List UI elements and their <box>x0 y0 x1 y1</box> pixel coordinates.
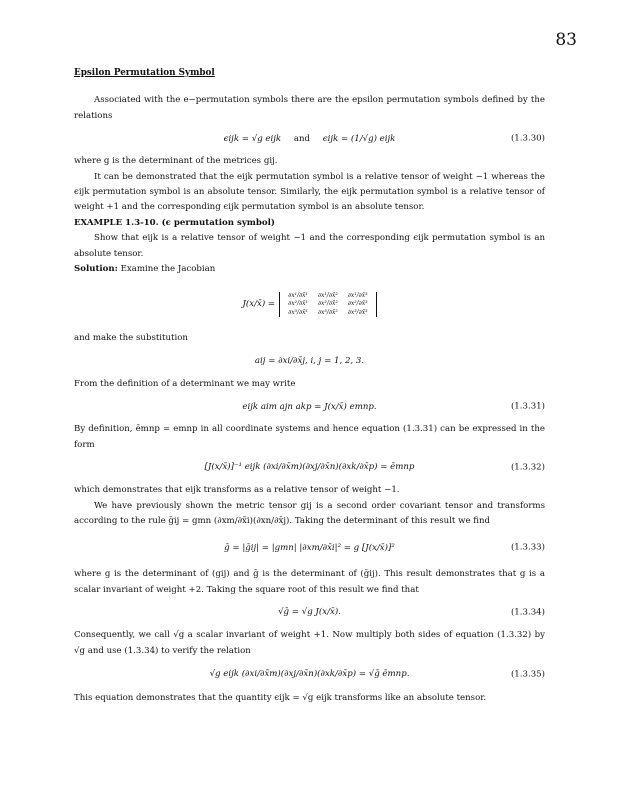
jacobian-entry: ∂x³/∂x̄¹ <box>288 308 308 316</box>
eq-1-3-31-body: eijk aim ajn akp = J(x/x̄) emnp. <box>242 401 377 412</box>
equation-1-3-35 <box>74 659 545 691</box>
jacobian-entry: ∂x²/∂x̄² <box>317 300 338 308</box>
solution-text: Examine the Jacobian <box>120 264 216 275</box>
jacobian-entry: ∂x²/∂x̄³ <box>347 300 368 308</box>
equation-1-3-30 <box>74 124 545 154</box>
equation-number: (1.3.35) <box>510 669 545 680</box>
jacobian-entry: ∂x¹/∂x̄² <box>317 291 338 299</box>
intro-paragraph: Associated with the e−permutation symbols there are the epsilon permutation symbols defined by the relations <box>74 95 545 121</box>
jacobian-equation <box>74 277 545 331</box>
equation-1-3-33 <box>74 529 545 567</box>
metric-paragraph: We have previously shown the metric tensor gij is a second order covariant tensor and transforms according to the rule ḡij = gmn (∂xm/∂x̄i)(∂xn/∂x̄j). Taking the determinant of this result we find <box>74 500 545 526</box>
jacobian-entry: ∂x¹/∂x̄³ <box>347 291 368 299</box>
consequently-paragraph: Consequently, we call √g a scalar invariant of weight +1. Now multiply both sides of equation (1.3.32) by √g and use (1.3.34) to verify the relation <box>74 630 545 656</box>
jacobian-entry: ∂x¹/∂x̄¹ <box>288 291 308 299</box>
demonstrates-paragraph: which demonstrates that eijk transforms as a relative tensor of weight −1. <box>74 485 400 496</box>
example-paragraph: Show that eijk is a relative tensor of weight −1 and the corresponding ϵijk permutation symbol is an absolute tensor. <box>74 233 545 259</box>
by-definition-paragraph: By definition, ēmnp = emnp in all coordinate systems and hence equation (1.3.31) can be expressed in the form <box>74 424 545 450</box>
eq-1-3-32-body: [J(x/x̄)]⁻¹ eijk (∂xi/∂x̄m)(∂xj/∂x̄n)(∂xk/∂x̄p) = ēmnp <box>204 462 415 473</box>
solution-line <box>74 262 545 277</box>
equation-number: (1.3.34) <box>510 607 545 618</box>
substitution-equation <box>74 347 545 377</box>
section-heading: Epsilon Permutation Symbol <box>74 68 215 78</box>
jacobian-determinant <box>279 292 376 318</box>
equation-number: (1.3.33) <box>510 542 545 553</box>
jacobian-entry: ∂x³/∂x̄³ <box>347 308 368 316</box>
eq-1-3-33-body: ḡ = |ḡij| = |gmn| |∂xm/∂x̄i|² = g [J(x/x̄)]² <box>224 542 395 553</box>
equation-1-3-34 <box>74 598 545 628</box>
where-g-paragraph: where g is the determinant of the metrices gij. <box>74 156 278 167</box>
final-paragraph: This equation demonstrates that the quantity ϵijk = √g eijk transforms like an absolute tensor. <box>74 692 487 703</box>
page-content <box>74 66 545 706</box>
scalar-paragraph: where g is the determinant of (gij) and ḡ is the determinant of (ḡij). This result demonstrates that g is a scalar invariant of weight +2. Taking the square root of this result we find that <box>74 569 545 595</box>
eq-1-3-34-body: √ḡ = √g J(x/x̄). <box>278 607 341 618</box>
substitution-body: aij = ∂xi/∂x̄j, i, j = 1, 2, 3. <box>254 356 365 367</box>
equation-1-3-31 <box>74 392 545 422</box>
solution-label: Solution: <box>74 264 118 275</box>
jacobian-entry: ∂x³/∂x̄² <box>317 308 338 316</box>
eq-1-3-30-part1: ϵijk = √g eijk <box>223 133 282 144</box>
equation-1-3-32 <box>74 453 545 483</box>
eq-1-3-30-part2: ϵijk = (1/√g) eijk <box>322 133 396 144</box>
determinant-text: From the definition of a determinant we may write <box>74 378 296 389</box>
equation-number: (1.3.30) <box>510 133 545 144</box>
relative-tensor-paragraph: It can be demonstrated that the eijk permutation symbol is a relative tensor of weight −1 whereas the ϵijk permutation symbol is an absolute tensor. Similarly, the eijk permutation symbol is a relative tensor of weight +1 and the corresponding ϵijk permutation symbol is an absolute tensor. <box>74 171 545 213</box>
jacobian-lhs: J(x/x̄) = <box>242 298 276 309</box>
equation-number: (1.3.31) <box>510 401 545 412</box>
page-number: 83 <box>555 30 577 50</box>
jacobian-entry: ∂x²/∂x̄¹ <box>288 300 308 308</box>
example-heading: EXAMPLE 1.3-10. (ϵ permutation symbol) <box>74 217 275 228</box>
equation-number: (1.3.32) <box>510 462 545 473</box>
eq-1-3-35-body: √g eijk (∂xi/∂x̄m)(∂xj/∂x̄n)(∂xk/∂x̄p) = √ḡ ēmnp. <box>209 669 410 680</box>
substitution-text: and make the substitution <box>74 333 188 344</box>
eq-1-3-30-and: and <box>293 133 311 144</box>
